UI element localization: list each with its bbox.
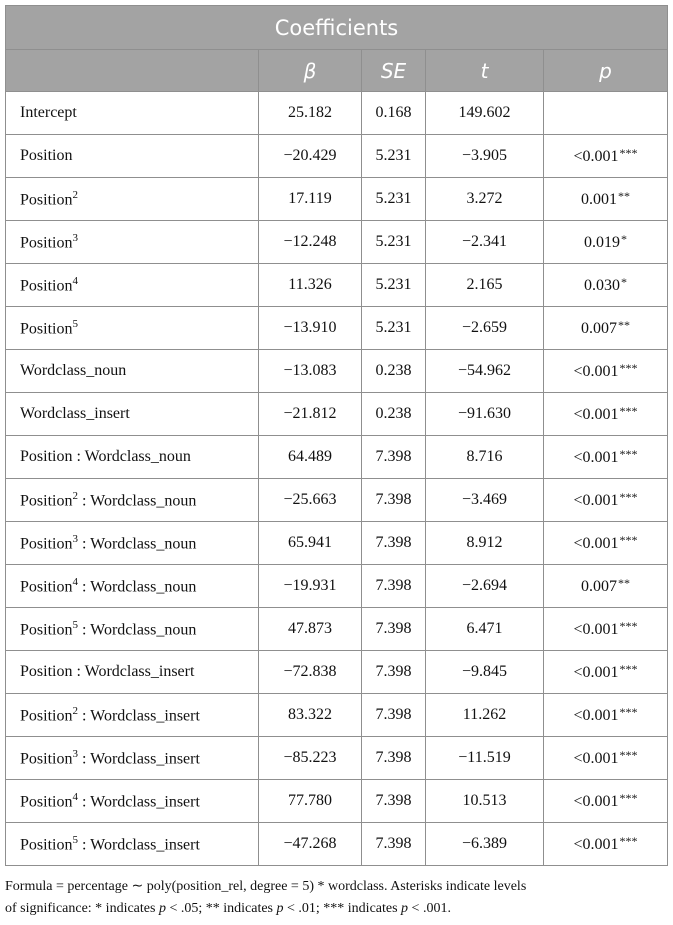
se-cell: 5.231	[362, 178, 426, 221]
table-title-row	[6, 6, 668, 50]
p-cell	[544, 393, 668, 436]
p-value: <0.001	[573, 750, 619, 767]
term-interaction: : Wordclass_insert	[77, 793, 200, 811]
significance-stars: **	[618, 189, 630, 203]
significance-stars: ***	[619, 447, 638, 461]
se-cell: 5.231	[362, 221, 426, 264]
term-interaction: : Wordclass_insert	[77, 707, 200, 725]
t-cell: 6.471	[426, 608, 544, 651]
se-cell: 5.231	[362, 264, 426, 307]
t-cell: −11.519	[426, 737, 544, 780]
p-cell	[544, 307, 668, 350]
table-body	[6, 92, 668, 866]
header-term	[6, 50, 259, 92]
significance-stars: ***	[619, 834, 638, 848]
t-cell: −2.694	[426, 565, 544, 608]
table-row	[6, 522, 668, 565]
footnote-text: < .001.	[408, 901, 451, 916]
se-cell: 5.231	[362, 135, 426, 178]
p-cell	[544, 608, 668, 651]
significance-stars: ***	[619, 404, 638, 418]
significance-stars: ***	[619, 490, 638, 504]
table-row	[6, 694, 668, 737]
table-row	[6, 565, 668, 608]
significance-stars: **	[618, 318, 630, 332]
t-cell: 3.272	[426, 178, 544, 221]
term-interaction: : Wordclass_noun	[77, 621, 197, 639]
p-cell	[544, 651, 668, 694]
term-cell	[6, 651, 259, 694]
term-cell	[6, 92, 259, 135]
term-name: Position	[20, 836, 73, 854]
term-name: Position	[20, 277, 73, 295]
term-exponent: 3	[72, 231, 78, 244]
t-cell: −2.659	[426, 307, 544, 350]
term-exponent: 5	[72, 317, 78, 330]
p-value: <0.001	[573, 449, 619, 466]
coefficients-table	[5, 5, 668, 866]
se-cell: 7.398	[362, 780, 426, 823]
table-row	[6, 651, 668, 694]
footnote-text: < .01; *** indicates	[283, 901, 402, 916]
p-value: 0.007	[581, 578, 617, 595]
p-value: 0.007	[581, 320, 617, 337]
beta-cell: −72.838	[259, 651, 362, 694]
term-exponent: 2	[72, 188, 78, 201]
p-cell	[544, 436, 668, 479]
term-cell	[6, 350, 259, 393]
term-cell	[6, 264, 259, 307]
se-cell: 7.398	[362, 479, 426, 522]
term-cell	[6, 479, 259, 522]
p-value: <0.001	[573, 406, 619, 423]
table-footnote	[5, 876, 667, 920]
term-name: Position	[20, 578, 73, 596]
table-title: Coefficients	[6, 6, 668, 50]
se-cell: 0.168	[362, 92, 426, 135]
term-name: Position	[20, 320, 73, 338]
term-cell	[6, 393, 259, 436]
beta-cell: −12.248	[259, 221, 362, 264]
p-cell	[544, 479, 668, 522]
term-cell	[6, 522, 259, 565]
significance-stars: ***	[619, 791, 638, 805]
term-cell	[6, 307, 259, 350]
p-value: <0.001	[573, 363, 619, 380]
p-value: 0.019	[584, 234, 620, 251]
term-cell	[6, 608, 259, 651]
table-row	[6, 264, 668, 307]
beta-cell: −19.931	[259, 565, 362, 608]
se-cell: 7.398	[362, 694, 426, 737]
significance-stars: ***	[619, 533, 638, 547]
term-name: Position	[20, 147, 73, 164]
p-value: <0.001	[573, 148, 619, 165]
header-p: p	[544, 50, 668, 92]
term-interaction: : Wordclass_noun	[77, 535, 197, 553]
significance-stars: ***	[619, 619, 638, 633]
term-cell	[6, 823, 259, 866]
table-row	[6, 307, 668, 350]
beta-cell: 17.119	[259, 178, 362, 221]
t-cell: −54.962	[426, 350, 544, 393]
term-cell	[6, 565, 259, 608]
se-cell: 7.398	[362, 522, 426, 565]
term-name: Wordclass_insert	[20, 405, 130, 422]
term-interaction: : Wordclass_noun	[72, 448, 191, 465]
p-value: <0.001	[573, 535, 619, 552]
beta-cell: 77.780	[259, 780, 362, 823]
beta-cell: −20.429	[259, 135, 362, 178]
t-cell: −9.845	[426, 651, 544, 694]
term-exponent: 2	[72, 489, 78, 502]
p-cell	[544, 264, 668, 307]
beta-cell: 25.182	[259, 92, 362, 135]
term-interaction: : Wordclass_insert	[77, 750, 200, 768]
significance-stars: *	[621, 232, 627, 246]
beta-cell: −25.663	[259, 479, 362, 522]
p-value: <0.001	[573, 836, 619, 853]
se-cell: 7.398	[362, 651, 426, 694]
se-cell: 7.398	[362, 737, 426, 780]
term-exponent: 3	[72, 532, 78, 545]
term-name: Position	[20, 448, 73, 465]
term-name: Position	[20, 492, 73, 510]
beta-cell: −21.812	[259, 393, 362, 436]
term-cell	[6, 178, 259, 221]
term-name: Position	[20, 621, 73, 639]
footnote-p-symbol: p	[276, 901, 284, 916]
term-name: Position	[20, 663, 73, 680]
p-cell	[544, 780, 668, 823]
se-cell: 7.398	[362, 823, 426, 866]
table-row	[6, 608, 668, 651]
t-cell: −91.630	[426, 393, 544, 436]
p-value: <0.001	[573, 621, 619, 638]
significance-stars: ***	[619, 662, 638, 676]
header-se: SE	[362, 50, 426, 92]
term-interaction: : Wordclass_noun	[77, 578, 197, 596]
header-t: t	[426, 50, 544, 92]
t-cell: −2.341	[426, 221, 544, 264]
beta-cell: 65.941	[259, 522, 362, 565]
beta-cell: 47.873	[259, 608, 362, 651]
table-row	[6, 436, 668, 479]
p-cell	[544, 135, 668, 178]
coefficients-table-container	[5, 5, 667, 866]
term-interaction: : Wordclass_noun	[77, 492, 197, 510]
footnote-line-2	[5, 898, 667, 920]
se-cell: 0.238	[362, 393, 426, 436]
table-row	[6, 92, 668, 135]
se-cell: 0.238	[362, 350, 426, 393]
term-name: Position	[20, 191, 73, 209]
significance-stars: ***	[619, 748, 638, 762]
term-name: Position	[20, 234, 73, 252]
p-cell	[544, 178, 668, 221]
p-cell	[544, 823, 668, 866]
table-header-row	[6, 50, 668, 92]
significance-stars: ***	[619, 146, 638, 160]
footnote-p-symbol: p	[158, 901, 166, 916]
term-exponent: 3	[72, 747, 78, 760]
table-row	[6, 780, 668, 823]
footnote-line-1: Formula = percentage ∼ poly(position_rel, degree = 5) * wordclass. Asterisks indicate levels	[5, 879, 527, 894]
beta-cell: 83.322	[259, 694, 362, 737]
table-row	[6, 479, 668, 522]
se-cell: 7.398	[362, 565, 426, 608]
footnote-p-symbol: p	[401, 901, 409, 916]
beta-cell: −85.223	[259, 737, 362, 780]
term-name: Position	[20, 707, 73, 725]
term-cell	[6, 135, 259, 178]
t-cell: 2.165	[426, 264, 544, 307]
t-cell: −6.389	[426, 823, 544, 866]
t-cell: −3.469	[426, 479, 544, 522]
table-row	[6, 393, 668, 436]
p-cell	[544, 565, 668, 608]
term-name: Wordclass_noun	[20, 362, 127, 379]
p-value: <0.001	[573, 793, 619, 810]
term-interaction: : Wordclass_insert	[72, 663, 195, 680]
se-cell: 7.398	[362, 436, 426, 479]
beta-cell: 64.489	[259, 436, 362, 479]
table-row	[6, 737, 668, 780]
p-cell	[544, 221, 668, 264]
p-value: 0.030	[584, 277, 620, 294]
term-exponent: 4	[72, 575, 78, 588]
term-cell	[6, 737, 259, 780]
t-cell: 8.912	[426, 522, 544, 565]
term-name: Intercept	[20, 104, 77, 121]
p-value: <0.001	[573, 664, 619, 681]
p-value: 0.001	[581, 191, 617, 208]
t-cell: 11.262	[426, 694, 544, 737]
beta-cell: −47.268	[259, 823, 362, 866]
term-exponent: 5	[72, 833, 78, 846]
t-cell: 149.602	[426, 92, 544, 135]
term-exponent: 5	[72, 618, 78, 631]
table-row	[6, 135, 668, 178]
significance-stars: **	[618, 576, 630, 590]
t-cell: −3.905	[426, 135, 544, 178]
footnote-text: of significance: * indicates	[5, 901, 159, 916]
term-cell	[6, 694, 259, 737]
significance-stars: ***	[619, 705, 638, 719]
term-name: Position	[20, 750, 73, 768]
header-beta: β	[259, 50, 362, 92]
table-row	[6, 823, 668, 866]
significance-stars: *	[621, 275, 627, 289]
term-exponent: 2	[72, 704, 78, 717]
se-cell: 5.231	[362, 307, 426, 350]
term-exponent: 4	[72, 274, 78, 287]
p-cell	[544, 737, 668, 780]
p-cell	[544, 350, 668, 393]
p-value: <0.001	[573, 707, 619, 724]
significance-stars: ***	[619, 361, 638, 375]
term-cell	[6, 221, 259, 264]
t-cell: 8.716	[426, 436, 544, 479]
p-cell	[544, 694, 668, 737]
term-name: Position	[20, 793, 73, 811]
term-exponent: 4	[72, 790, 78, 803]
beta-cell: −13.910	[259, 307, 362, 350]
p-value: <0.001	[573, 492, 619, 509]
term-cell	[6, 436, 259, 479]
table-row	[6, 350, 668, 393]
table-row	[6, 221, 668, 264]
beta-cell: −13.083	[259, 350, 362, 393]
term-interaction: : Wordclass_insert	[77, 836, 200, 854]
footnote-text: < .05; ** indicates	[165, 901, 277, 916]
t-cell: 10.513	[426, 780, 544, 823]
se-cell: 7.398	[362, 608, 426, 651]
term-name: Position	[20, 535, 73, 553]
p-cell	[544, 92, 668, 135]
p-cell	[544, 522, 668, 565]
beta-cell: 11.326	[259, 264, 362, 307]
table-row	[6, 178, 668, 221]
term-cell	[6, 780, 259, 823]
